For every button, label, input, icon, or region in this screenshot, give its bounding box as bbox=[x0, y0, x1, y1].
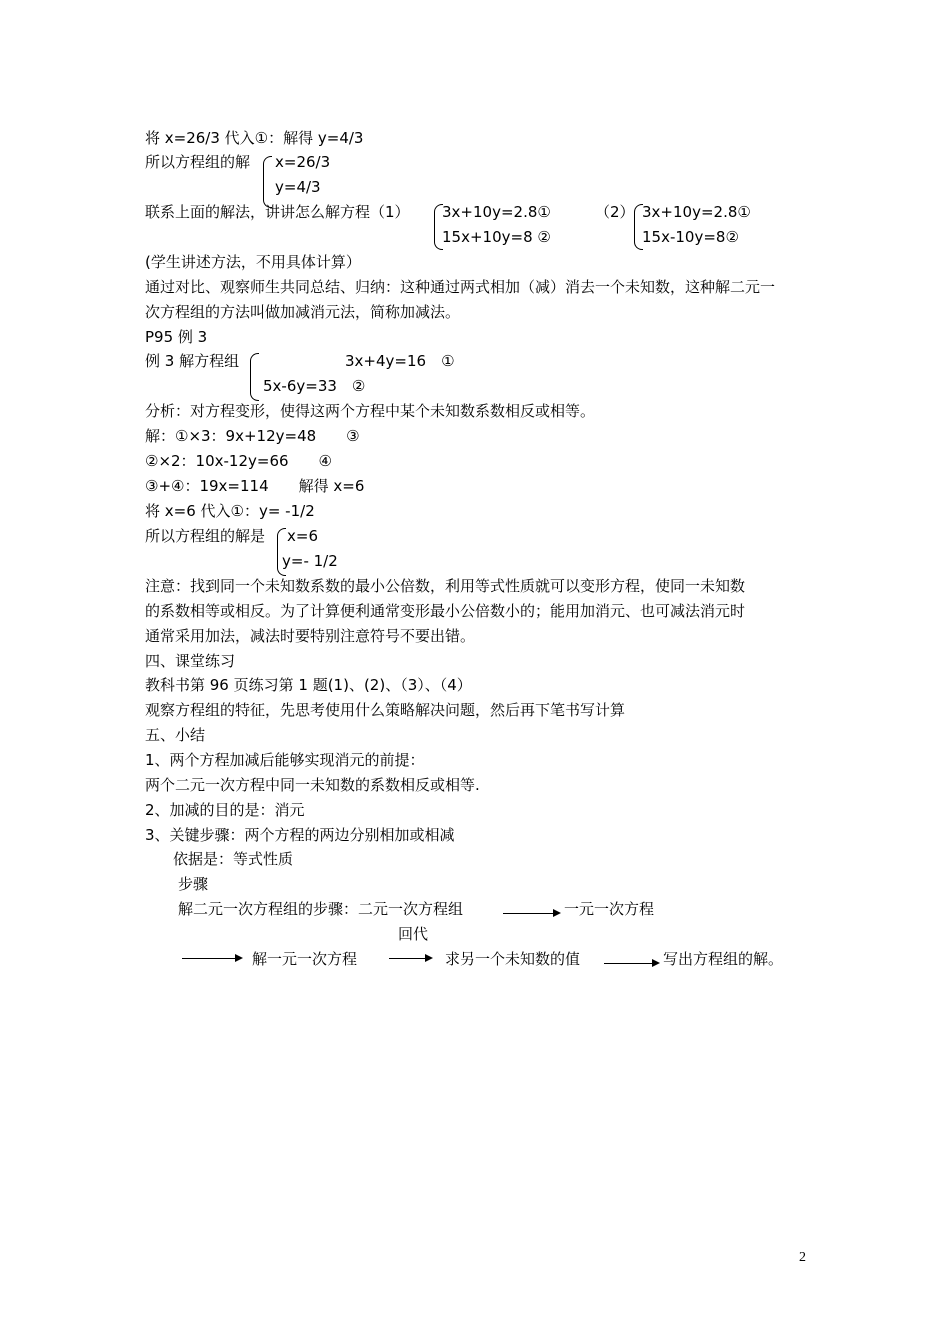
equation: 15x+10y=8 ② bbox=[442, 228, 551, 246]
flow-step: 一元一次方程 bbox=[564, 900, 655, 918]
text-line: 的系数相等或相反。为了计算便利通常变形最小公倍数小的；能用加消元、也可减法消元时 bbox=[145, 602, 746, 620]
equation: 15x-10y=8② bbox=[642, 228, 739, 246]
text-line: 解二元一次方程组的步骤：二元一次方程组 bbox=[178, 900, 464, 918]
brace-icon bbox=[250, 353, 259, 401]
section-heading: 五、小结 bbox=[145, 726, 206, 744]
text-line: P95 例 3 bbox=[145, 328, 208, 346]
text-line: 将 x=26/3 代入①：解得 y=4/3 bbox=[145, 129, 364, 147]
text-line: 观察方程组的特征，先思考使用什么策略解决问题，然后再下笔书写计算 bbox=[145, 701, 626, 719]
text-line: ③+④：19x=114 解得 x=6 bbox=[145, 477, 365, 495]
arrow-right-icon bbox=[389, 958, 431, 959]
flow-step: 写出方程组的解。 bbox=[663, 950, 784, 968]
text-line: 步骤 bbox=[178, 875, 209, 893]
text-line: 注意：找到同一个未知数系数的最小公倍数，利用等式性质就可以变形方程，使同一未知数 bbox=[145, 577, 746, 595]
text-line: 两个二元一次方程中同一未知数的系数相反或相等. bbox=[145, 776, 480, 794]
flow-label: 回代 bbox=[398, 925, 429, 943]
arrow-right-icon bbox=[503, 913, 559, 914]
equation: 5x-6y=33 ② bbox=[263, 377, 366, 395]
text-line: 所以方程组的解是 bbox=[145, 527, 266, 545]
flow-step: 解一元一次方程 bbox=[252, 950, 358, 968]
text-line: 2、加减的目的是：消元 bbox=[145, 801, 305, 819]
text-line: 解：①×3：9x+12y=48 ③ bbox=[145, 427, 360, 445]
equation: 3x+10y=2.8① bbox=[642, 203, 751, 221]
text-line: 3、关键步骤：两个方程的两边分别相加或相减 bbox=[145, 826, 455, 844]
text-line: 教科书第 96 页练习第 1 题(1)、(2)、（3）、（4） bbox=[145, 676, 472, 694]
text-line: 分析：对方程变形，使得这两个方程中某个未知数系数相反或相等。 bbox=[145, 402, 596, 420]
equation: y=- 1/2 bbox=[282, 552, 338, 570]
text-line: 所以方程组的解 bbox=[145, 153, 251, 171]
arrow-right-icon bbox=[182, 958, 241, 959]
text-line: （2） bbox=[595, 203, 635, 221]
text-line: 例 3 解方程组 bbox=[145, 352, 240, 370]
arrow-right-icon bbox=[604, 963, 658, 964]
text-line: 通过对比、观察师生共同总结、归纳：这种通过两式相加（减）消去一个未知数，这种解二元一 bbox=[145, 278, 776, 296]
text-line: 通常采用加法，减法时要特别注意符号不要出错。 bbox=[145, 627, 476, 645]
equation: y=4/3 bbox=[275, 178, 321, 196]
text-line: 依据是：等式性质 bbox=[173, 850, 294, 868]
section-heading: 四、课堂练习 bbox=[145, 652, 236, 670]
text-line: (学生讲述方法，不用具体计算） bbox=[145, 253, 361, 271]
equation: 3x+10y=2.8① bbox=[442, 203, 551, 221]
equation: x=26/3 bbox=[275, 153, 331, 171]
text-line: 联系上面的解法，讲讲怎么解方程（1） bbox=[145, 203, 410, 221]
text-line: 1、两个方程加减后能够实现消元的前提： bbox=[145, 751, 425, 769]
equation: 3x+4y=16 ① bbox=[345, 352, 455, 370]
text-line: 次方程组的方法叫做加减消元法，简称加减法。 bbox=[145, 303, 461, 321]
page-number: 2 bbox=[799, 1250, 806, 1265]
flow-step: 求另一个未知数的值 bbox=[445, 950, 581, 968]
equation: x=6 bbox=[287, 527, 318, 545]
text-line: 将 x=6 代入①：y= -1/2 bbox=[145, 502, 315, 520]
text-line: ②×2：10x-12y=66 ④ bbox=[145, 452, 333, 470]
brace-icon bbox=[263, 156, 272, 208]
